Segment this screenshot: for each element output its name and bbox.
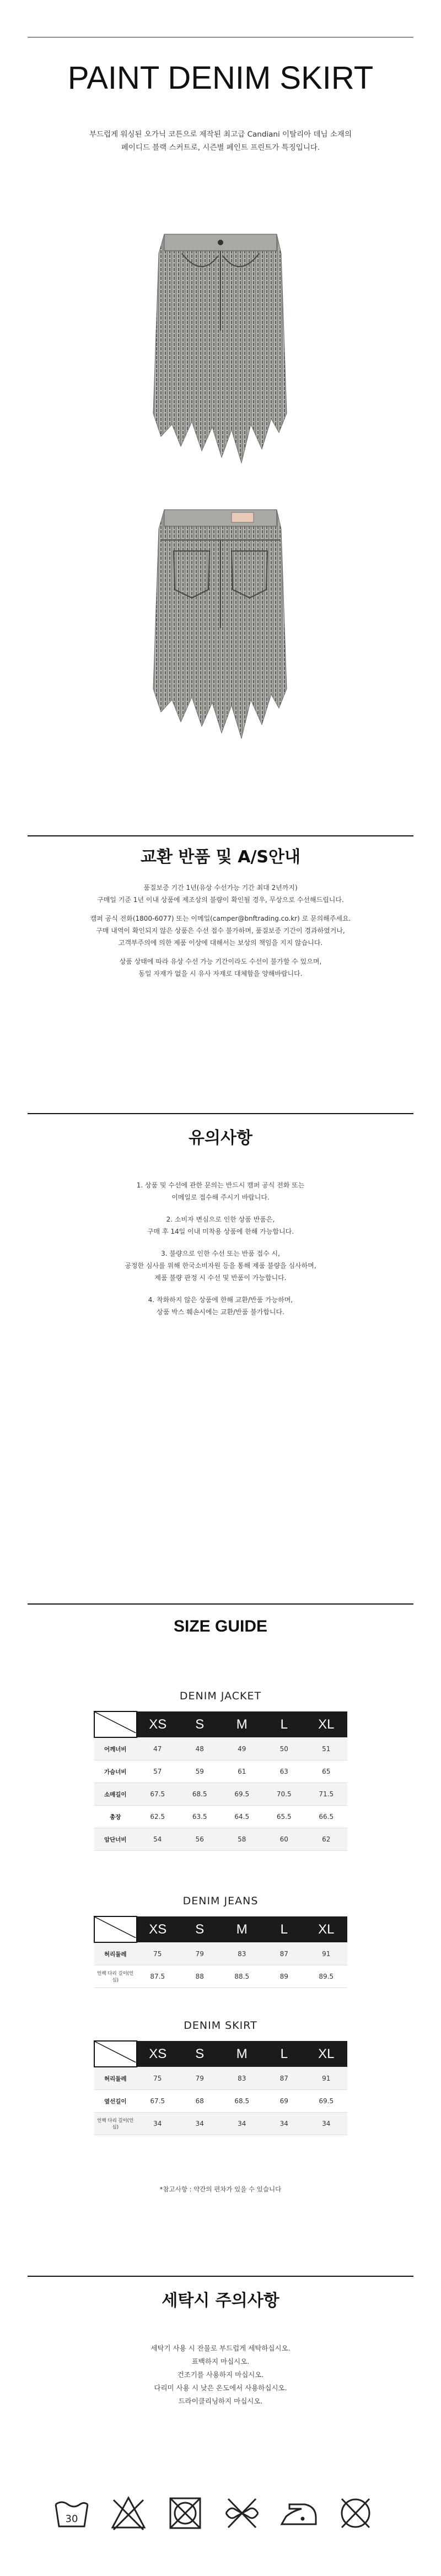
- product-description: 부드럽게 워싱된 오가닉 코튼으로 제작된 최고급 Candiani 이탈리아 데님 소재의 페이디드 블랙 스커트로, 시즌별 페인트 프린트가 특징입니다.: [89, 130, 352, 152]
- size-header: XS: [137, 1916, 179, 1942]
- table-cell: 68: [179, 2090, 221, 2113]
- table-cell: 58: [221, 1828, 263, 1851]
- size-header: L: [263, 2041, 305, 2067]
- table-cell: 66.5: [305, 1806, 348, 1828]
- size-header: XL: [305, 1916, 348, 1942]
- table-cell: 51: [305, 1737, 348, 1760]
- size-header: S: [179, 1916, 221, 1942]
- jacket-table-title: DENIM JACKET: [179, 1690, 262, 1702]
- table-cell: 91: [305, 1942, 348, 1965]
- row-label: 허리둘레: [94, 1942, 137, 1965]
- table-cell: 54: [137, 1828, 179, 1851]
- size-guide-title: SIZE GUIDE: [173, 1617, 268, 1635]
- table-cell: 68.5: [221, 2090, 263, 2113]
- table-cell: 65.5: [263, 1806, 305, 1828]
- table-cell: 34: [305, 2113, 348, 2135]
- table-cell: 69.5: [221, 1783, 263, 1806]
- row-label: 옆선길이: [94, 2090, 137, 2113]
- size-header: XS: [137, 2041, 179, 2067]
- table-cell: 60: [263, 1828, 305, 1851]
- row-label: 인렉 다리 길이(인심): [94, 1965, 137, 1988]
- table-cell: 83: [221, 2067, 263, 2090]
- washing-title: 세탁시 주의사항: [162, 2291, 279, 2310]
- no-dry-clean-icon: [336, 2493, 375, 2533]
- table-cell: 87: [263, 1942, 305, 1965]
- jacket-size-table: [94, 1711, 347, 1851]
- table-corner: [94, 1711, 137, 1737]
- iron-low-icon: [279, 2493, 318, 2533]
- size-header: L: [263, 1916, 305, 1942]
- notice-title: 유의사항: [189, 1128, 252, 1148]
- table-cell: 88.5: [221, 1965, 263, 1988]
- notice-body: 1. 상품 및 수선에 관한 문의는 반드시 캠퍼 공식 전화 또는 이메일로 접수해 주시기 바랍니다. 2. 소비자 변심으로 인한 상품 반품은, 구매 후 14일 이내 미착용 상품에 한해 가능합니다. 3. 불량으로 인한 수선 또는 반품 접수 시, 공정한 심사를 위해 한국소비자원 등을 통해 제품 불량을 심사하며, 제품 불량 판정 시 수선 및 반품이 가능합니다. 4. 착화하지 않은 상품에 한해 교환/반품 가능하며, 상품 박스 훼손시에는 교환/반품 불가합니다.: [125, 1181, 316, 1316]
- wash-30-icon: [52, 2493, 91, 2533]
- table-row: [94, 1965, 347, 1988]
- table-cell: 57: [137, 1760, 179, 1783]
- row-label: 허리둘레: [94, 2067, 137, 2090]
- jeans-size-table: [94, 1916, 347, 1988]
- exchange-body: 품질보증 기간 1년(유상 수선가능 기간 최대 2년까지) 구매일 기준 1년 이내 상품에 제조상의 불량이 확인될 경우, 무상으로 수선해드립니다. 캠퍼 공식 전화(1800-6077) 또는 이메일(camper@bnftrading.co.kr) 로 문의해주세요. 구매 내역이 확인되지 않은 상품은 수선 접수 불가하며, 품질보증 기간이 경과하였거나, 고객부주의에 의한 제품 이상에 대해서는 보상의 책임을 지지 않습니다. 상품 상태에 따라 유상 수선 가능 기간이라도 수선이 불가할 수 있으며, 동일 자재가 없을 시 유사 자재로 대체함을 양해바랍니다.: [90, 884, 351, 978]
- table-cell: 88: [179, 1965, 221, 1988]
- table-cell: 62.5: [137, 1806, 179, 1828]
- table-row: [94, 1783, 347, 1806]
- table-cell: 67.5: [137, 1783, 179, 1806]
- row-label: 소매길이: [94, 1783, 137, 1806]
- exchange-divider: [28, 835, 413, 836]
- table-cell: 34: [179, 2113, 221, 2135]
- table-cell: 75: [137, 2067, 179, 2090]
- row-label: 가슴너비: [94, 1760, 137, 1783]
- no-wring-icon: [223, 2493, 261, 2533]
- row-label: 암단너비: [94, 1828, 137, 1851]
- row-label: 총장: [94, 1806, 137, 1828]
- table-cell: 87: [263, 2067, 305, 2090]
- row-label: 어깨너비: [94, 1737, 137, 1760]
- table-cell: 56: [179, 1828, 221, 1851]
- table-cell: 47: [137, 1737, 179, 1760]
- table-cell: 61: [221, 1760, 263, 1783]
- table-cell: 79: [179, 1942, 221, 1965]
- table-row: [94, 1828, 347, 1851]
- table-row: [94, 2113, 347, 2135]
- product-title: PAINT DENIM SKIRT: [67, 60, 374, 96]
- table-cell: 59: [179, 1760, 221, 1783]
- size-note: *참고사항 : 약간의 편차가 있을 수 있습니다: [159, 2185, 282, 2193]
- table-cell: 83: [221, 1942, 263, 1965]
- table-row: [94, 2067, 347, 2090]
- no-bleach-icon: [109, 2493, 148, 2533]
- product-photo-front: [149, 231, 292, 479]
- product-photo-back: [149, 507, 292, 755]
- table-cell: 69.5: [305, 2090, 348, 2113]
- table-cell: 63.5: [179, 1806, 221, 1828]
- table-row: [94, 1737, 347, 1760]
- jeans-table-title: DENIM JEANS: [182, 1895, 259, 1907]
- notice-divider: [28, 1113, 413, 1114]
- table-cell: 34: [221, 2113, 263, 2135]
- exchange-title: 교환 반품 및 A/S안내: [141, 847, 300, 867]
- table-cell: 71.5: [305, 1783, 348, 1806]
- table-row: [94, 1942, 347, 1965]
- skirt-table-title: DENIM SKIRT: [184, 2019, 257, 2032]
- size-header: M: [221, 1916, 263, 1942]
- table-cell: 89: [263, 1965, 305, 1988]
- table-row: [94, 1760, 347, 1783]
- size-header: M: [221, 2041, 263, 2067]
- svg-text:30: 30: [65, 2513, 78, 2525]
- size-header: XL: [305, 2041, 348, 2067]
- table-cell: 87.5: [137, 1965, 179, 1988]
- size-header: L: [263, 1711, 305, 1737]
- washing-divider: [28, 2276, 413, 2277]
- table-cell: 75: [137, 1942, 179, 1965]
- size-header: M: [221, 1711, 263, 1737]
- table-cell: 67.5: [137, 2090, 179, 2113]
- table-row: [94, 1806, 347, 1828]
- table-cell: 65: [305, 1760, 348, 1783]
- table-cell: 69: [263, 2090, 305, 2113]
- table-cell: 62: [305, 1828, 348, 1851]
- table-cell: 49: [221, 1737, 263, 1760]
- table-cell: 68.5: [179, 1783, 221, 1806]
- size-header: S: [179, 1711, 221, 1737]
- table-cell: 48: [179, 1737, 221, 1760]
- table-cell: 34: [263, 2113, 305, 2135]
- table-corner: [94, 1916, 137, 1942]
- no-tumble-dry-icon: [166, 2493, 205, 2533]
- table-cell: 79: [179, 2067, 221, 2090]
- skirt-size-table: [94, 2040, 347, 2135]
- table-corner: [94, 2041, 137, 2067]
- washing-body: 세탁기 사용 시 잔물로 부드럽게 세탁하십시오. 표백하지 마십시오. 건조기를 사용하지 마십시오. 다리미 사용 시 낮은 온도에서 사용하십시오. 드라이클리닝하지 마십시오.: [150, 2344, 291, 2405]
- size-header: XL: [305, 1711, 348, 1737]
- table-cell: 50: [263, 1737, 305, 1760]
- size-guide-divider: [28, 1603, 413, 1605]
- size-header: XS: [137, 1711, 179, 1737]
- row-label: 인렉 다리 길이(인심): [94, 2113, 137, 2135]
- table-cell: 89.5: [305, 1965, 348, 1988]
- table-row: [94, 2090, 347, 2113]
- table-cell: 63: [263, 1760, 305, 1783]
- table-cell: 91: [305, 2067, 348, 2090]
- size-header: S: [179, 2041, 221, 2067]
- table-cell: 64.5: [221, 1806, 263, 1828]
- table-cell: 34: [137, 2113, 179, 2135]
- table-cell: 70.5: [263, 1783, 305, 1806]
